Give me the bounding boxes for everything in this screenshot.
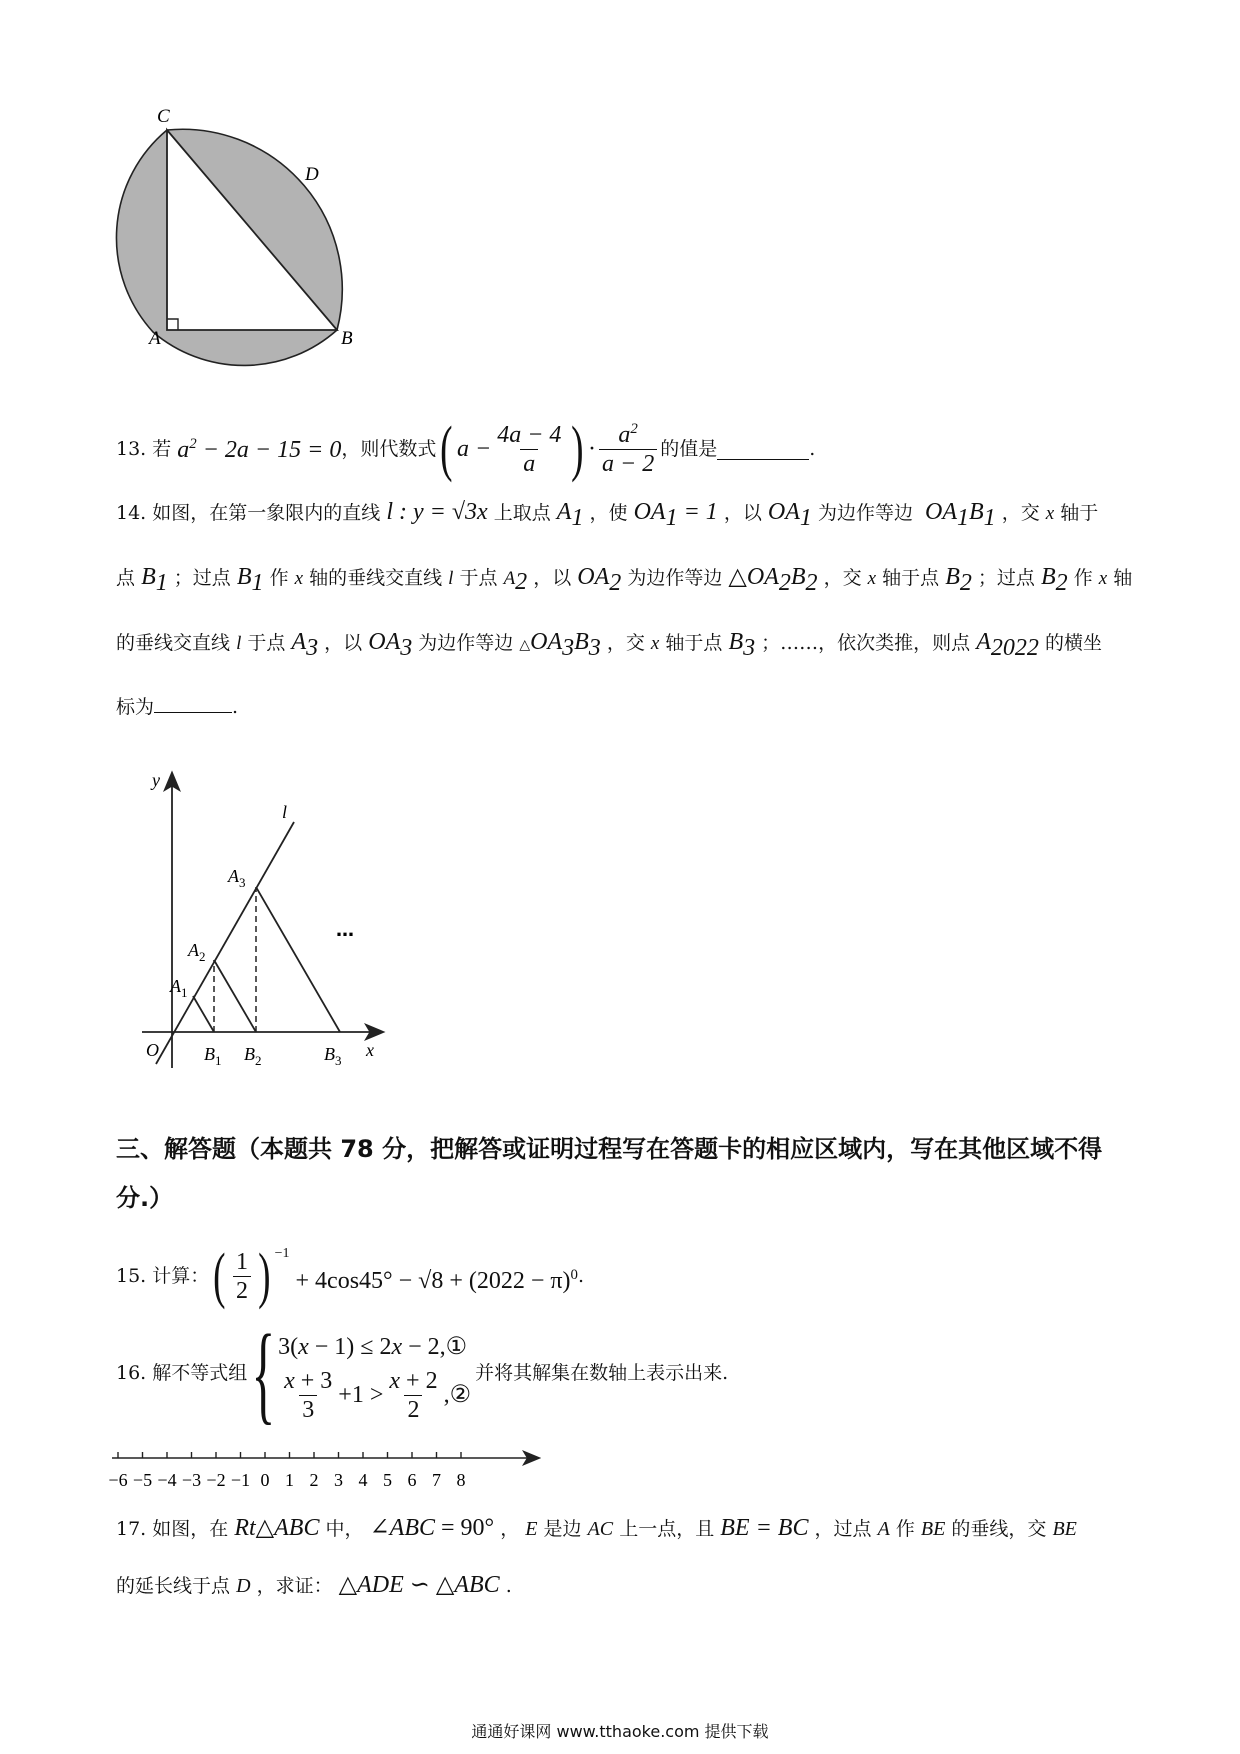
q14-B2: $B_2$ [1040, 564, 1068, 596]
label-B1: $B_1$ [204, 1044, 222, 1068]
q14-text: 作 [1073, 567, 1093, 589]
label-A1: $A_1$ [170, 976, 188, 1000]
q13-end: . [809, 437, 816, 460]
q17-text: 中， [325, 1518, 364, 1540]
q17-E: E [525, 1518, 538, 1540]
q14-text: ，以 [723, 502, 762, 524]
q17-angle: ∠ABC = 90° [369, 1515, 495, 1541]
label-C: C [157, 106, 170, 127]
q13-mid: ，则代数式 [341, 437, 437, 460]
q14-x: x [294, 568, 304, 589]
label-A3: $A_3$ [228, 866, 246, 890]
number-line-tick-label: −1 [230, 1470, 251, 1490]
label-A2: $A_2$ [188, 940, 206, 964]
q14-text: 轴 [1113, 567, 1133, 589]
q13-fraction-2: $\frac{a^2}{a - 2}$ [599, 422, 657, 476]
q14-text: 的横坐 [1044, 632, 1102, 654]
triangle-1-side [193, 996, 214, 1032]
q13-pre: 若 [152, 437, 172, 460]
question-17-line-2 [116, 1573, 512, 1597]
q14-text: 作 [269, 567, 289, 589]
q17-number: 17. [116, 1518, 147, 1540]
q17-text: 作 [895, 1518, 915, 1540]
q17-text: 上一点，且 [619, 1518, 715, 1540]
q14-triangle-3: $\triangle OA_3B_3$ [519, 629, 601, 661]
q15-number: 15. [116, 1264, 147, 1287]
q13-paren-right: ) [571, 415, 584, 483]
q15-paren-right: ) [258, 1242, 271, 1310]
q17-text: 的垂线，交 [951, 1518, 1047, 1540]
q14-B3: $B_3$ [728, 629, 756, 661]
q14-text: ，交 [823, 567, 862, 589]
q13-number: 13. [116, 437, 147, 460]
number-line-tick-label: −4 [157, 1470, 177, 1490]
q17-BE: BE [1052, 1518, 1077, 1540]
question-14-line-1 [116, 500, 1098, 530]
number-line-tick-label: 7 [432, 1470, 441, 1490]
number-line-tick-label: 4 [358, 1470, 368, 1490]
number-line-tick-label: 3 [334, 1470, 343, 1490]
section-3-heading-line-2: 分.） [116, 1184, 174, 1212]
number-line-tick-label: −5 [132, 1470, 153, 1490]
number-line-tick-label: 6 [407, 1470, 417, 1490]
q16-fraction-2: $\frac{x + 2}{2}$ [389, 1367, 438, 1423]
q14-text: ；过点 [977, 567, 1035, 589]
q14-A2: $A_2$ [503, 568, 528, 595]
q14-x: x [867, 568, 877, 589]
q14-B2: $B_2$ [945, 564, 972, 596]
figure-coordinate-triangles [130, 760, 410, 1075]
q17-text: ， [500, 1518, 520, 1540]
question-16 [116, 1312, 729, 1434]
number-line [108, 1444, 548, 1496]
number-line-tick-label: 5 [383, 1470, 392, 1490]
label-l: l [282, 802, 288, 822]
q17-AC: AC [587, 1518, 614, 1540]
footer-text: 通通好课网 www.tthaoke.com 提供下载 [471, 1722, 769, 1741]
q14-OA1: $OA_1$ [767, 499, 812, 531]
q14-text: 于点 [247, 632, 286, 654]
section-3-heading-line-1: 三、解答题（本题共 78 分，把解答或证明过程写在答题卡的相应区域内，写在其他区域不得 [116, 1135, 1103, 1163]
q15-paren-left: ( [213, 1242, 226, 1310]
question-14-line-4 [116, 696, 238, 717]
label-B2: $B_2$ [244, 1044, 262, 1068]
q14-answer-blank [154, 696, 232, 713]
q15-end: . [577, 1264, 584, 1287]
q17-text: 如图，在 [152, 1518, 229, 1540]
label-A: A [149, 328, 161, 349]
q17-BE-BC: BE = BC [720, 1515, 809, 1541]
q13-equation: $a^2 - 2a - 15 = 0$ [171, 435, 342, 463]
q15-pre: 计算： [152, 1264, 210, 1287]
q16-pre: 解不等式组 [152, 1361, 248, 1384]
label-continuation-dots: … [336, 920, 354, 941]
q14-OA1-eq: $OA_1 = 1$ [633, 499, 718, 531]
q14-text: 轴于点 [882, 567, 940, 589]
q14-text: 如图，在第一象限内的直线 [152, 502, 381, 524]
q14-text: ，交 [1001, 502, 1040, 524]
label-B3: $B_3$ [324, 1044, 342, 1068]
q14-l: l [448, 568, 454, 589]
q13-fraction-1: $\frac{4a - 4}{a}$ [497, 421, 562, 477]
q17-text: 是边 [543, 1518, 582, 1540]
q14-B1: $B_1$ [141, 564, 168, 596]
q14-text: ；……，依次类推，则点 [761, 632, 971, 654]
number-line-tick-label: 0 [260, 1470, 270, 1490]
q16-system [278, 1325, 471, 1422]
q16-number: 16. [116, 1361, 147, 1384]
q14-B1: $B_1$ [236, 564, 264, 596]
q16-fraction-1: $\frac{x + 3}{3}$ [284, 1367, 333, 1423]
q16-inequality-2: $\frac{x + 3}{3}$ +1 > $\frac{x + 2}{2}$ , ② [278, 1369, 471, 1422]
q17-BE: BE [920, 1518, 946, 1540]
label-x: x [366, 1040, 374, 1060]
q14-OA2: $OA_2$ [577, 564, 622, 596]
question-14-line-3 [116, 630, 1102, 660]
q14-text: 点 [116, 567, 136, 589]
q14-l: l [236, 633, 242, 654]
q14-text: 轴于点 [665, 632, 723, 654]
q16-circle-1: ① [445, 1333, 468, 1360]
q14-text: 上取点 [493, 502, 551, 524]
q13-post: 的值是 [660, 437, 718, 460]
triangle-3-side [256, 887, 340, 1032]
q14-A3: $A_3$ [291, 629, 319, 661]
q14-triangle-2: $\triangle OA_2B_2$ [728, 564, 818, 596]
q14-triangle-1: $OA_1B_1$ [919, 499, 996, 531]
q17-D: D [236, 1575, 251, 1597]
q17-text: ，过点 [814, 1518, 872, 1540]
q14-A2022: $A_{2022}$ [976, 629, 1039, 661]
q14-text: 的垂线交直线 [116, 632, 231, 654]
number-line-tick-label: 1 [285, 1470, 294, 1490]
q13-dot: · [588, 436, 597, 462]
q14-point-A1: $A_1$ [556, 499, 584, 531]
q14-text: 为边作等边 [627, 567, 723, 589]
q15-expression: $^{-1} + 4\cos 45^\circ - √8 + (2022 - \pi)^0$ [274, 1245, 578, 1294]
number-line-tick-label: −6 [108, 1470, 128, 1490]
q17-text: 的延长线于点 [116, 1575, 231, 1597]
q16-circle-2: ② [449, 1382, 472, 1408]
triangle-2-side [214, 960, 256, 1032]
question-13 [116, 415, 816, 483]
q14-x: x [650, 633, 660, 654]
q14-text: ；过点 [173, 567, 231, 589]
label-D: D [305, 164, 319, 185]
label-O: O [146, 1040, 159, 1060]
q17-text: . [505, 1575, 512, 1597]
question-14-line-2 [116, 565, 1132, 595]
q13-expr-a: a − [456, 436, 492, 462]
q17-similar: △ADE ∽ △ABC [338, 1572, 500, 1598]
q14-text: ，以 [324, 632, 363, 654]
q14-OA3: $OA_3$ [368, 629, 413, 661]
line-l [156, 822, 294, 1064]
q14-text: ，使 [589, 502, 628, 524]
q13-answer-blank [717, 439, 809, 460]
q14-x: x [1045, 503, 1055, 524]
q14-number: 14. [116, 502, 147, 524]
q16-post: 并将其解集在数轴上表示出来. [475, 1361, 729, 1384]
number-line-tick-label: −3 [181, 1470, 202, 1490]
label-B: B [341, 328, 353, 349]
q16-inequality-1: 3(x − 1) ≤ 2x − 2,① [278, 1333, 468, 1360]
label-y: y [152, 770, 160, 790]
number-line-tick-label: −2 [206, 1470, 226, 1490]
q17-triangle: Rt△ABC [234, 1515, 320, 1541]
q14-text: ，交 [606, 632, 645, 654]
q14-text: . [232, 696, 239, 718]
q14-text: 为边作等边 [817, 502, 913, 524]
q14-line-eq: l : y = √3x [386, 499, 488, 525]
q14-text: ，以 [533, 567, 572, 589]
q14-text: 为边作等边 [418, 632, 514, 654]
q14-text: 于点 [459, 567, 498, 589]
q14-text: 轴的垂线交直线 [309, 567, 443, 589]
q14-text: 轴于 [1060, 502, 1099, 524]
number-line-tick-label: 2 [309, 1470, 319, 1490]
q15-fraction-half: $\frac{1}{2}$ [233, 1250, 251, 1303]
q14-x: x [1098, 568, 1108, 589]
number-line-tick-label: 8 [456, 1470, 466, 1490]
q17-A: A [877, 1518, 890, 1540]
figure-circle-triangle [115, 100, 375, 380]
question-17-line-1 [116, 1516, 1077, 1540]
q16-brace: { [251, 1312, 276, 1434]
q14-text: 标为 [116, 696, 155, 718]
question-15 [116, 1242, 584, 1310]
q17-text: ，求证： [256, 1575, 333, 1597]
q13-paren-left: ( [440, 415, 453, 483]
